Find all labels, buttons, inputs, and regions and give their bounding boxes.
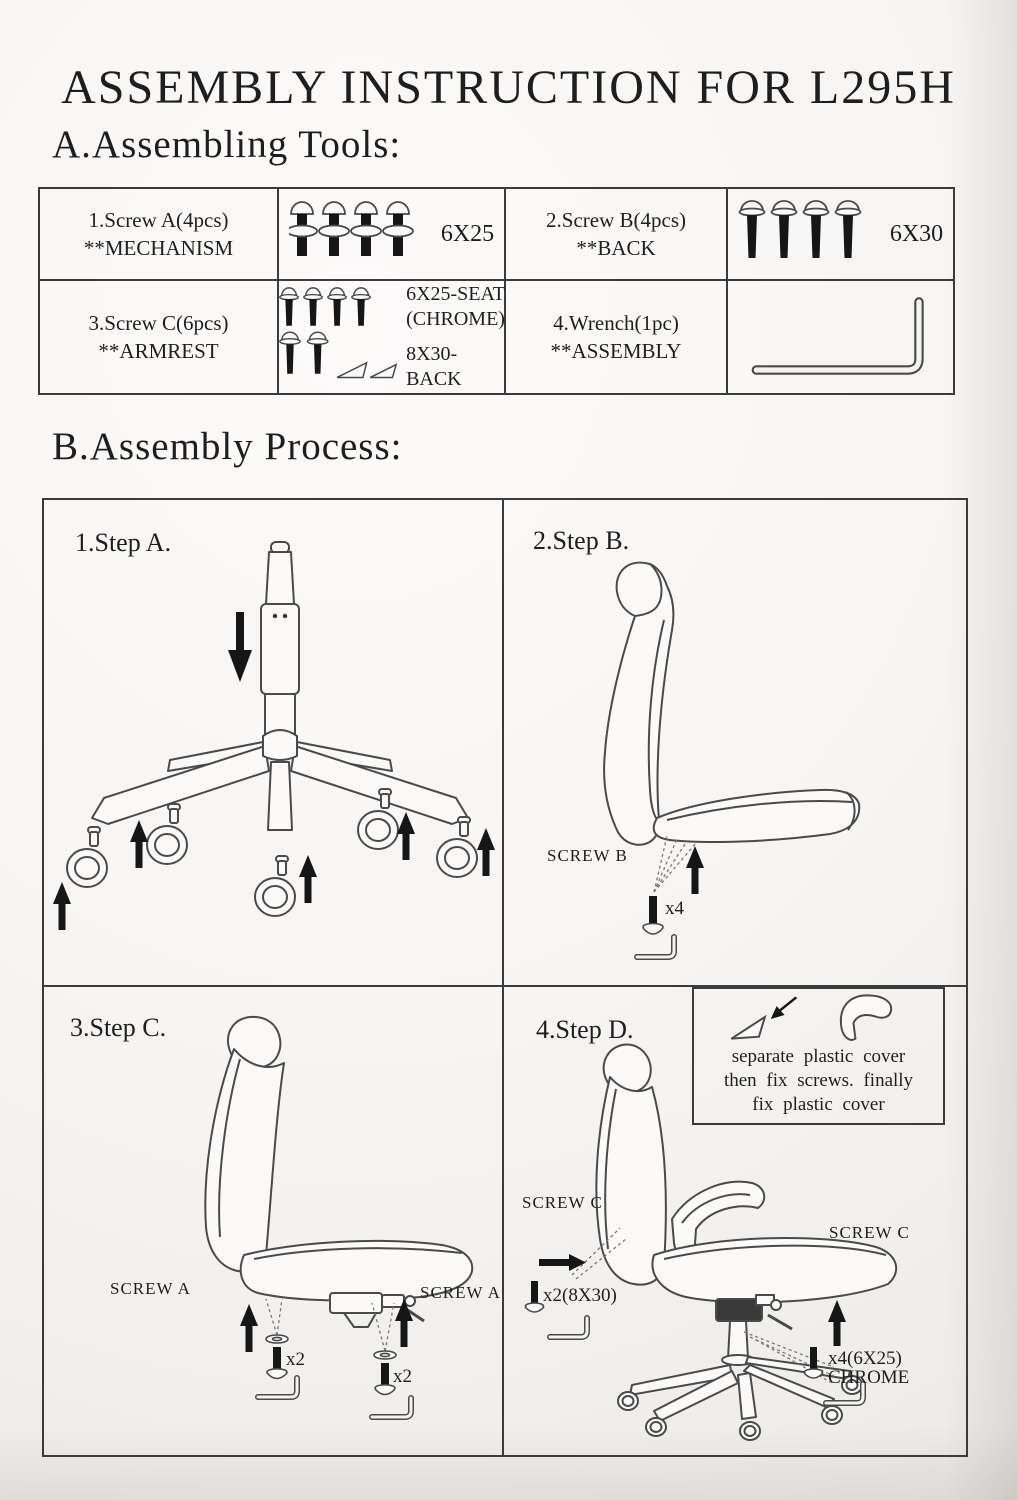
- screw-c-qty-right-finish: CHROME: [828, 1367, 910, 1388]
- plastic-cover-note: [692, 987, 945, 1125]
- screw-c-qty-right: x4(6X25): [828, 1348, 902, 1369]
- down-arrow-icon: [228, 612, 252, 682]
- tool-label: 2.Screw B(4pcs): [546, 208, 686, 232]
- screw-b-callout: SCREW B: [547, 846, 628, 865]
- plastic-cover-wedge-icon: [731, 1017, 764, 1039]
- tool-cell-screw-a-label: [40, 189, 279, 281]
- tool-use: **MECHANISM: [83, 236, 234, 260]
- tool-label: 1.Screw A(4pcs): [88, 208, 229, 232]
- tool-cell-screw-b-label: [506, 189, 728, 281]
- screw-with-washer-icon: [289, 200, 429, 269]
- screw-c-size-seat-note: (CHROME): [406, 308, 505, 330]
- step-c-panel: [44, 987, 502, 1455]
- section-a-heading: A.Assembling Tools:: [52, 123, 402, 166]
- note-line-2: then fix screws. finally: [723, 1070, 914, 1091]
- screw-a-qty-left: x2: [286, 1349, 305, 1370]
- tool-cell-wrench-icon: [728, 281, 953, 393]
- tool-cell-screw-b-icon: [728, 189, 953, 281]
- step-b-panel: [504, 500, 966, 985]
- screw-c-callout-right: SCREW C: [829, 1223, 910, 1242]
- step-a-label: 1.Step A.: [75, 528, 172, 557]
- tool-label: 3.Screw C(6pcs): [88, 311, 229, 335]
- screw-b-icon: [643, 896, 663, 934]
- screw-a-qty-right: x2: [393, 1366, 412, 1387]
- note-line-3: fix plastic cover: [752, 1094, 885, 1115]
- allen-wrench-icon: [738, 283, 943, 392]
- screw-a-callout-right: SCREW A: [420, 1283, 501, 1302]
- plastic-cover-icons: [694, 989, 943, 1045]
- screw-c-size-seat: 6X25-SEAT: [406, 283, 505, 305]
- step-c-illustration: [44, 987, 502, 1455]
- step-b-illustration: [504, 500, 966, 985]
- up-arrow-icon: [686, 846, 704, 894]
- tool-label: 4.Wrench(1pc): [553, 311, 679, 335]
- small-screws-and-covers-icon: [278, 284, 398, 391]
- step-b-label: 2.Step B.: [533, 526, 630, 555]
- tool-cell-screw-c-label: [40, 281, 279, 393]
- screw-b-qty: x4: [665, 898, 684, 919]
- up-arrow-icon: [828, 1300, 846, 1346]
- armrest-cover-icon: [841, 995, 891, 1040]
- screw-c-callout-left: SCREW C: [522, 1193, 603, 1212]
- tool-use: **ARMREST: [98, 339, 219, 363]
- wrench-icon: [637, 937, 674, 957]
- page-title: ASSEMBLY INSTRUCTION FOR L295H: [61, 61, 956, 114]
- screw-b-size: 6X30: [889, 220, 944, 247]
- section-b-heading: B.Assembly Process:: [52, 425, 403, 468]
- step-c-label: 3.Step C.: [70, 1013, 167, 1042]
- step-d-panel: [504, 987, 966, 1455]
- screw-a-size: 6X25: [440, 220, 495, 247]
- right-arrow-icon: [539, 1254, 586, 1271]
- screw-icon: [738, 200, 878, 269]
- tool-use: **ASSEMBLY: [550, 339, 682, 363]
- screw-c-size-back: 8X30-BACK: [406, 343, 462, 390]
- screw-a-callout-left: SCREW A: [110, 1279, 191, 1298]
- step-a-illustration: [44, 500, 502, 985]
- step-d-label: 4.Step D.: [536, 1015, 634, 1044]
- step-a-panel: [44, 500, 502, 985]
- tool-cell-screw-c-icon: [279, 281, 506, 393]
- assembly-process-grid: [42, 498, 968, 1457]
- screw-c-qty-left: x2(8X30): [543, 1285, 617, 1306]
- arrow-icon: [771, 997, 797, 1019]
- tool-cell-screw-a-icon: [279, 189, 506, 281]
- note-line-1: separate plastic cover: [731, 1046, 906, 1067]
- tool-cell-wrench-label: [506, 281, 728, 393]
- tools-table: [38, 187, 955, 395]
- tool-use: **BACK: [576, 236, 656, 260]
